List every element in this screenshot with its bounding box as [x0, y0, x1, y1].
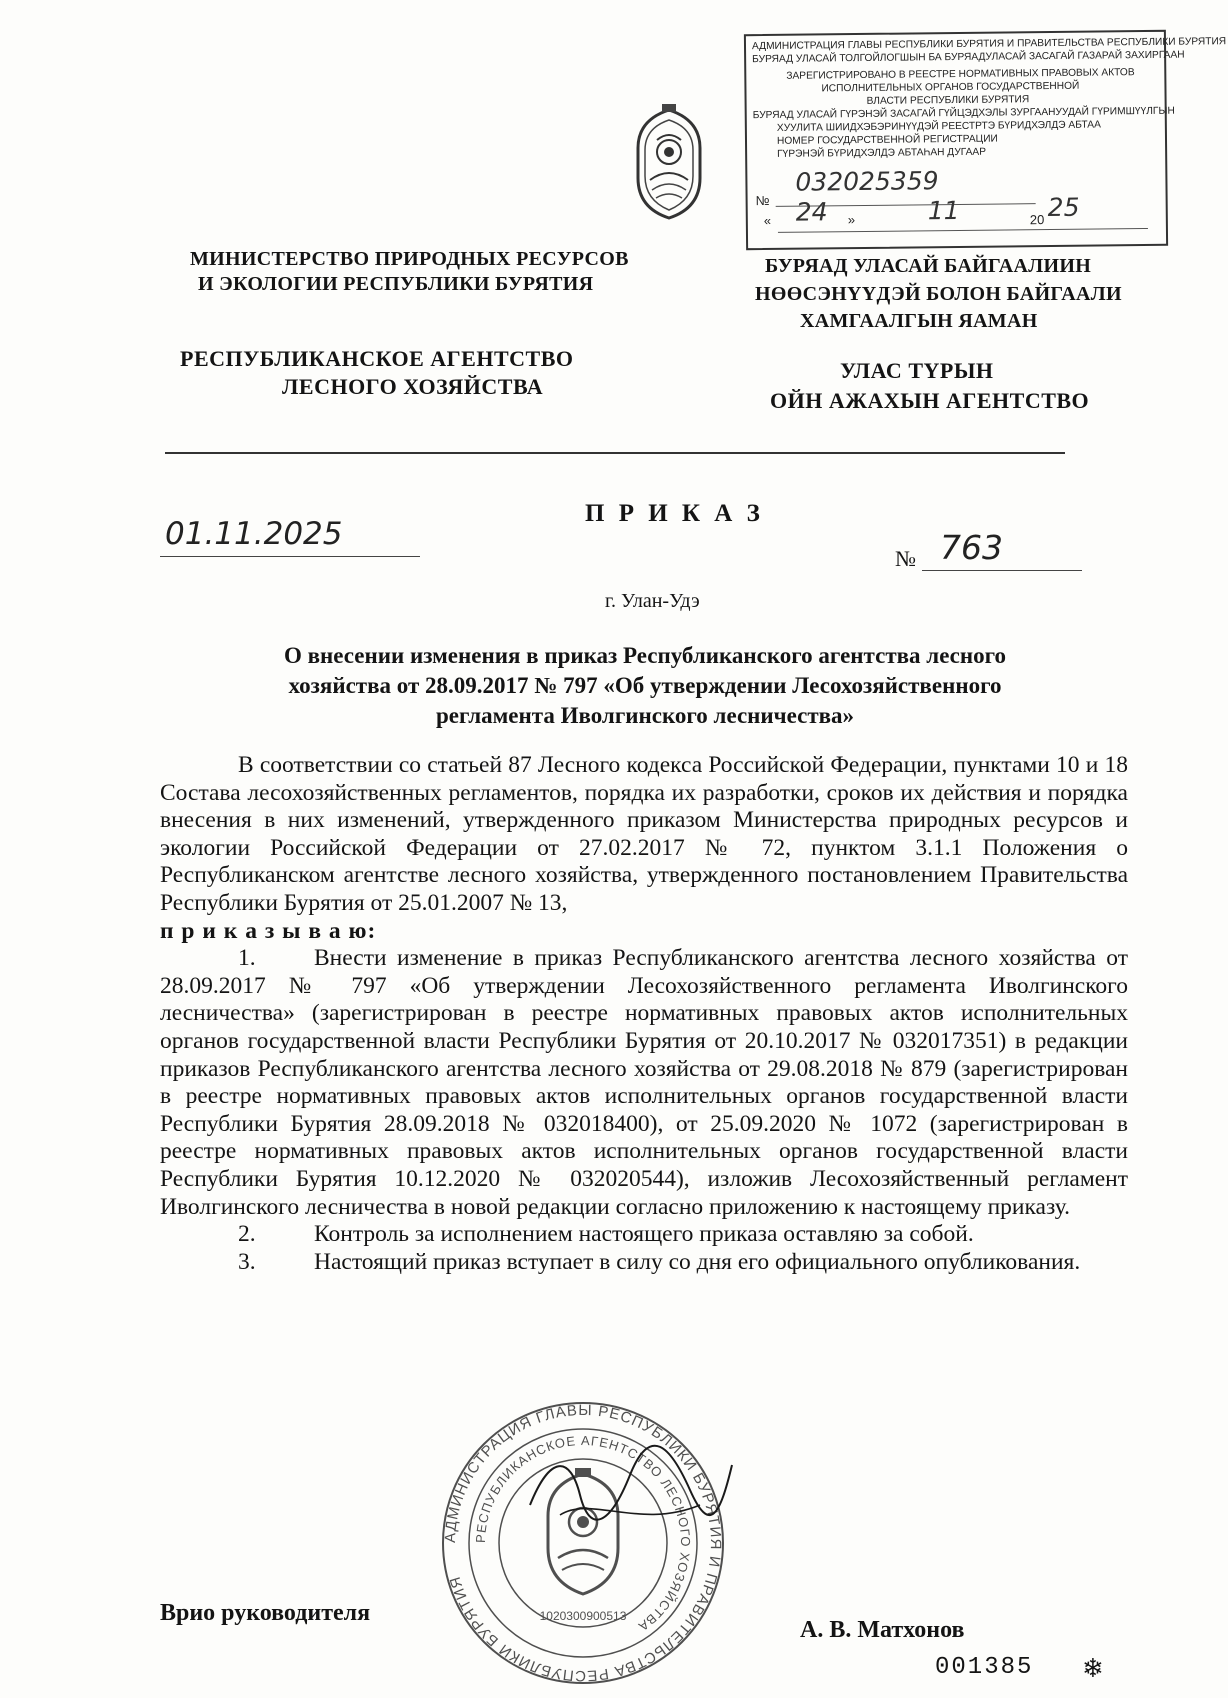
stamp-line: БУРЯАД УЛАСАЙ ТОЛГОЙЛОГШЫН БА БУРЯАДУЛАСАЙ ЗАСАГАЙ ГАЗАРАЙ ЗАХИРГААН: [752, 49, 1185, 66]
item-1: [160, 945, 1128, 1221]
agency-bua-line1: УЛАС ТҮРЫН: [840, 358, 994, 383]
ministry-bua-line2: НӨӨСЭНҮҮДЭЙ БОЛОН БАЙГААЛИ: [755, 283, 1122, 305]
order-city: г. Улан-Удэ: [605, 590, 700, 612]
item-number: 1.: [238, 945, 256, 972]
stamp-line: ВЛАСТИ РЕСПУБЛИКИ БУРЯТИЯ: [866, 94, 1030, 107]
stamp-day: 24: [795, 197, 828, 227]
stamp-line: БУРЯАД УЛАСАЙ ГҮРЭНЭЙ ЗАСАГАЙ ГҮЙЦЭДХЭЛЫ ЗУРГААНУУДАЙ ГҮРИМШҮҮЛГЫН: [752, 105, 1175, 122]
order-no-label: №: [895, 546, 916, 571]
stamp-line: ИСПОЛНИТЕЛЬНЫХ ОРГАНОВ ГОСУДАРСТВЕННОЙ: [821, 80, 1080, 95]
preamble: В соответствии со статьей 87 Лесного кодекса Российской Федерации, пунктами 10 и 18 Состава лесохозяйственных регламентов, порядка их разработки, сроков их действия и порядка внесения в них изменений, утвержденного приказом Министерства природных ресурсов и экологии Российской Федерации от 27.02.2017 № 72, пунктом 3.1.1 Положения о Республиканском агентстве лесного хозяйства, утвержденного постановлением Правительства Республики Бурятия от 25.01.2007 № 13,: [160, 752, 1128, 916]
stamp-reg-number: 032025359: [795, 166, 939, 197]
ministry-bua-line1: БУРЯАД УЛАСАЙ БАЙГААЛИИН: [765, 255, 1092, 277]
order-subject: [160, 641, 1130, 731]
registration-stamp: [744, 30, 1227, 250]
stamp-quote-open: «: [763, 212, 772, 229]
stamp-month: 11: [927, 195, 960, 226]
item-3: [160, 1249, 1128, 1277]
date-underline: [160, 556, 420, 557]
agency-ru-line2: ЛЕСНОГО ХОЗЯЙСТВА: [282, 374, 544, 399]
ministry-bua-line3: ХАМГААЛГЫН ЯАМАН: [800, 310, 1038, 332]
decree-word: п р и к а з ы в а ю:: [160, 917, 377, 944]
item-number: 3.: [238, 1248, 256, 1275]
seal-outer-text: АДМИНИСТРАЦИЯ ГЛАВЫ РЕСПУБЛИКИ БУРЯТИЯ И ПРАВИТЕЛЬСТВА РЕСПУБЛИКИ БУРЯТИЯ: [441, 1401, 725, 1685]
agency-bua-line2: ОЙН АЖАХЫН АГЕНТСТВО: [770, 388, 1090, 413]
snowflake-mark: ❄: [1082, 1654, 1104, 1683]
order-body: [160, 752, 1128, 1276]
coat-of-arms: [632, 100, 706, 220]
seal-ogrn: 1020300900513: [539, 1609, 627, 1623]
stamp-year-prefix: 20: [1029, 212, 1045, 228]
stamp-line: АДМИНИСТРАЦИЯ ГЛАВЫ РЕСПУБЛИКИ БУРЯТИЯ И ПРАВИТЕЛЬСТВА РЕСПУБЛИКИ БУРЯТИЯ: [751, 36, 1227, 53]
seal-inner-text: РЕСПУБЛИКАНСКОЕ АГЕНТСТВО ЛЕСНОГО ХОЗЯЙСТВА: [472, 1432, 694, 1635]
item-2: [160, 1221, 1128, 1249]
number-underline: [922, 570, 1082, 571]
ministry-ru-line2: И ЭКОЛОГИИ РЕСПУБЛИКИ БУРЯТИЯ: [198, 273, 594, 295]
stamp-line: ХУУЛИТА ШИИДХЭБЭРИНҮҮДЭЙ РЕЕСТРТЭ БҮРИДХЭЛДЭ АБТАА: [776, 119, 1101, 134]
ministry-ru-line1: МИНИСТЕРСТВО ПРИРОДНЫХ РЕСУРСОВ: [190, 248, 629, 270]
subject-line: О внесении изменения в приказ Республиканского агентства лесного: [283, 643, 1007, 668]
order-date: 01.11.2025: [165, 516, 343, 552]
agency-ru-line1: РЕСПУБЛИКАНСКОЕ АГЕНТСТВО: [180, 346, 574, 371]
stamp-quote-close: »: [847, 212, 856, 228]
stamp-line: НОМЕР ГОСУДАРСТВЕННОЙ РЕГИСТРАЦИИ: [776, 133, 998, 147]
item-text: Настоящий приказ вступает в силу со дня его официального опубликования.: [314, 1248, 1081, 1275]
header-divider: [165, 452, 1065, 454]
order-number: 763: [940, 528, 1003, 567]
signatory-name: А. В. Матхонов: [800, 1617, 965, 1643]
stamp-year-suffix: 25: [1047, 192, 1080, 223]
signature-scribble: [520, 1435, 740, 1545]
stamp-line: ЗАРЕГИСТРИРОВАНО В РЕЕСТРЕ НОРМАТИВНЫХ ПРАВОВЫХ АКТОВ: [786, 67, 1135, 82]
signatory-position: Врио руководителя: [160, 1600, 371, 1626]
stamp-no-label: №: [755, 192, 770, 209]
order-title: П Р И К А З: [585, 500, 764, 527]
subject-line: регламента Иволгинского лесничества»: [435, 703, 855, 728]
subject-line: хозяйства от 28.09.2017 № 797 «Об утверждении Лесохозяйственного: [288, 673, 1002, 698]
item-text: Внести изменение в приказ Республиканского агентства лесного хозяйства от 28.09.2017 № 797 «Об утверждении Лесохозяйственного регламента Иволгинского лесничества» (зарегистрирован в реестре нормативных правовых актов исполнительных органов государственной власти Республики Бурятия от 20.10.2017 № 032017351) в редакции приказов Республиканского агентства лесного хозяйства от 29.08.2018 № 879 (зарегистрирован в реестре нормативных правовых актов исполнительных органов государственной власти Республики Бурятия 28.09.2018 № 032018400), от 25.09.2020 № 1072 (зарегистрирован в реестре нормативных правовых актов исполнительных органов государственной власти Республики Бурятия 10.12.2020 № 032020544), изложив Лесохозяйственный регламент Иволгинского лесничества в новой редакции согласно приложению к настоящему приказу.: [160, 945, 1128, 1220]
stamp-line: ГҮРЭНЭЙ БҮРИДХЭЛДЭ АБТАҺАН ДУГААР: [777, 146, 987, 160]
item-number: 2.: [238, 1221, 256, 1248]
serial-number: 001385: [935, 1654, 1034, 1681]
item-text: Контроль за исполнением настоящего приказа оставляю за собой.: [314, 1221, 974, 1248]
